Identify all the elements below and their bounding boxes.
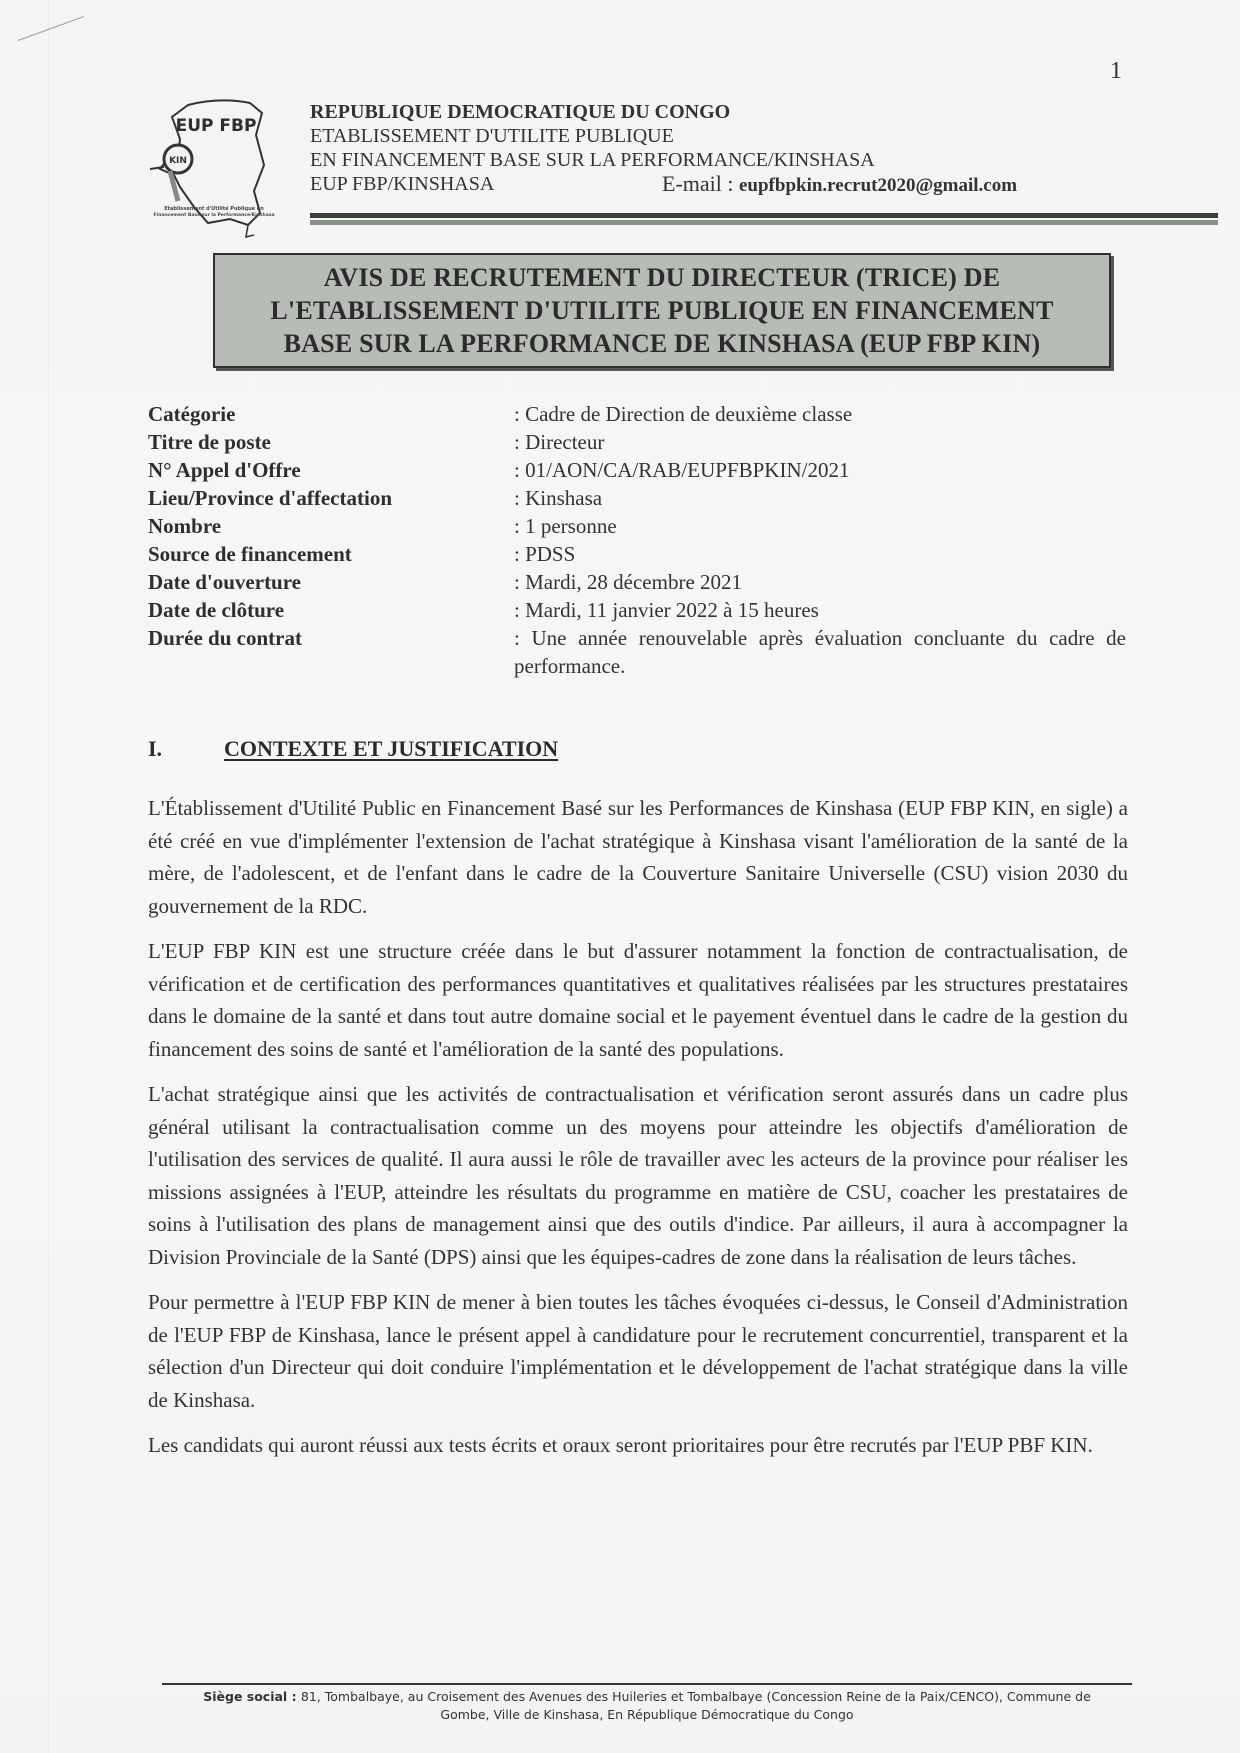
info-row-job-title	[148, 428, 1128, 456]
scan-fold-line	[48, 0, 49, 1753]
info-row-opening-date	[148, 568, 1128, 596]
title-line-2: L'ETABLISSEMENT D'UTILITE PUBLIQUE EN FINANCEMENT	[270, 296, 1054, 325]
section-title: CONTEXTE ET JUSTIFICATION	[224, 736, 559, 761]
info-value: : Cadre de Direction de deuxième classe	[514, 402, 853, 426]
info-value: : Kinshasa	[514, 486, 603, 510]
logo-top-text: EUP FBP	[175, 116, 257, 136]
footer-address-2: Gombe, Ville de Kinshasa, En République Démocratique du Congo	[440, 1707, 854, 1722]
info-value: : Mardi, 11 janvier 2022 à 15 heures	[514, 598, 819, 622]
footer-address-1: 81, Tombalbaye, au Croisement des Avenues des Huileries et Tombalbaye (Concession Reine de la Paix/CENCO), Commune de	[300, 1689, 1091, 1704]
info-label: Titre de poste	[148, 430, 271, 454]
info-row-location	[148, 484, 1128, 512]
info-row-category	[148, 400, 1128, 428]
notice-title-box	[213, 253, 1111, 368]
org-contact-row	[310, 172, 1090, 196]
footer-label: Siège social :	[203, 1689, 301, 1704]
info-row-count	[148, 512, 1128, 540]
body-text	[148, 792, 1128, 1475]
letterhead	[310, 100, 1090, 196]
logo-caption-1: Etablissement d'Utilité Publique en	[164, 206, 264, 212]
footer-address	[162, 1688, 1132, 1724]
staple-mark	[18, 16, 84, 41]
logo-circle-text: KIN	[169, 156, 187, 166]
info-label: Durée du contrat	[148, 626, 302, 650]
info-label: Lieu/Province d'affectation	[148, 486, 392, 510]
paragraph: L'EUP FBP KIN est une structure créée dans le but d'assurer notamment la fonction de contractualisation, de vérification et de certification des performances quantitatives et qualitatives réalisées par les structures prestataires dans le domaine de la santé et dans tout autre domaine social et le payement éventuel dans le cadre de la gestion du financement des soins de santé et l'amélioration de la santé des populations.	[148, 939, 1128, 1061]
info-value: : Une année renouvelable après évaluation concluante du cadre de performance.	[514, 626, 1126, 678]
info-value: : PDSS	[514, 542, 576, 566]
info-label: Nombre	[148, 514, 222, 538]
org-short-name: EUP FBP/KINSHASA	[310, 173, 495, 195]
info-row-tender-number	[148, 456, 1128, 484]
section-number: I.	[148, 736, 163, 761]
info-label: Date de clôture	[148, 598, 285, 622]
info-label: Date d'ouverture	[148, 570, 301, 594]
section-heading	[148, 736, 558, 762]
paragraph: Les candidats qui auront réussi aux tests écrits et oraux seront prioritaires pour être recrutés par l'EUP PBF KIN.	[148, 1433, 1093, 1457]
paragraph: Pour permettre à l'EUP FBP KIN de mener à bien toutes les tâches évoquées ci-dessus, le Conseil d'Administration de l'EUP FBP de Kinshasa, lance le présent appel à candidature pour le recrutement concurrentiel, transparent et la sélection d'un Directeur qui doit conduire l'implémentation et le développement de l'achat stratégique dans la ville de Kinshasa.	[148, 1290, 1128, 1412]
logo-caption-2: Financement Basé sur la Performance/Kinshasa	[153, 213, 275, 218]
info-row-closing-date	[148, 596, 1128, 624]
info-label: N° Appel d'Offre	[148, 458, 301, 482]
email-label: E-mail :	[662, 171, 739, 196]
page-number: 1	[1110, 58, 1122, 84]
title-line-3: BASE SUR LA PERFORMANCE DE KINSHASA (EUP FBP KIN)	[283, 329, 1041, 358]
country-name: REPUBLIQUE DEMOCRATIQUE DU CONGO	[310, 101, 731, 123]
info-value: : 01/AON/CA/RAB/EUPFBPKIN/2021	[514, 458, 850, 482]
email-address[interactable]: eupfbpkin.recrut2020@gmail.com	[738, 175, 1018, 196]
info-label: Catégorie	[148, 402, 236, 426]
info-label: Source de financement	[148, 542, 352, 566]
drc-map-logo-icon	[150, 95, 285, 245]
header-rule-light	[310, 220, 1218, 225]
org-name-line-1: ETABLISSEMENT D'UTILITE PUBLIQUE	[310, 125, 674, 147]
header-rule-dark	[310, 213, 1218, 218]
info-value: : Directeur	[514, 430, 605, 454]
info-row-funding-source	[148, 540, 1128, 568]
paragraph: L'Établissement d'Utilité Public en Financement Basé sur les Performances de Kinshasa (EUP FBP KIN, en sigle) a été créé en vue d'implémenter l'extension de l'achat stratégique à Kinshasa visant l'amélioration de la santé de la mère, de l'adolescent, et de l'enfant dans le cadre de la Couverture Sanitaire Universelle (CSU) vision 2030 du gouvernement de la RDC.	[148, 796, 1128, 918]
info-value: : 1 personne	[514, 514, 617, 538]
job-details-table	[148, 400, 1128, 680]
info-row-contract-duration	[148, 624, 1128, 680]
footer-line-1	[162, 1688, 1132, 1706]
org-name-line-2: EN FINANCEMENT BASE SUR LA PERFORMANCE/KINSHASA	[310, 149, 875, 171]
email-block	[662, 172, 1017, 198]
organization-logo	[150, 95, 285, 245]
title-line-1: AVIS DE RECRUTEMENT DU DIRECTEUR (TRICE) DE	[323, 263, 1001, 292]
paragraph: L'achat stratégique ainsi que les activités de contractualisation et vérification seront assurés dans un cadre plus général utilisant la contractualisation comme un des moyens pour atteindre les objectifs d'amélioration de l'utilisation des services de qualité. Il aura aussi le rôle de travailler avec les acteurs de la province pour réaliser les missions assignées à l'EUP, atteindre les résultats du programme en matière de CSU, coacher les prestataires de soins à l'utilisation des plans de management ainsi que des outils d'indice. Par ailleurs, il aura à accompagner la Division Provinciale de la Santé (DPS) ainsi que les équipes-cadres de zone dans la réalisation de leurs tâches.	[148, 1082, 1128, 1269]
footer-rule	[162, 1683, 1132, 1685]
info-value: : Mardi, 28 décembre 2021	[514, 570, 743, 594]
